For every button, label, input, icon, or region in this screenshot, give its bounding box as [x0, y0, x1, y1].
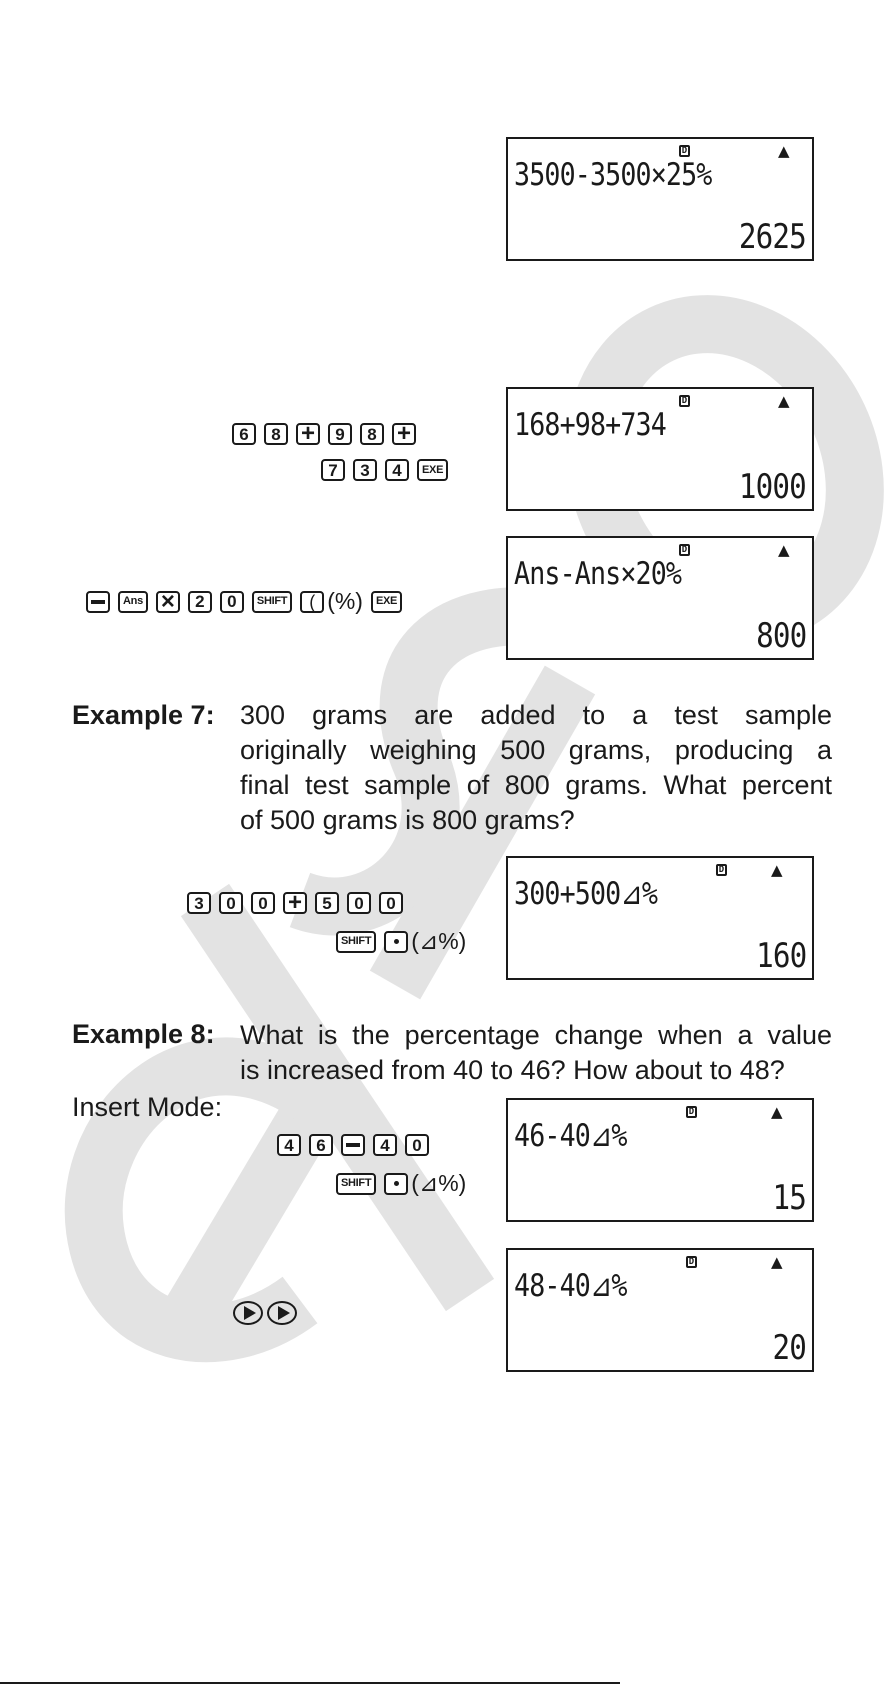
key-minus[interactable] — [86, 591, 110, 613]
example-7-label: Example 7: — [72, 700, 215, 730]
key-plus[interactable]: + — [392, 423, 416, 445]
delta-percent-label: (⊿%) — [411, 1170, 467, 1196]
up-arrow-indicator: ▲ — [778, 142, 790, 160]
key-sequence-3b — [336, 928, 466, 955]
display-expression: 300+500⊿% — [514, 876, 658, 912]
up-arrow-indicator: ▲ — [771, 1103, 783, 1121]
delta-percent-label: (⊿%) — [411, 928, 467, 954]
key-open-paren[interactable]: ( — [300, 591, 324, 613]
example-7-line: originally weighing 500 grams, producing a — [240, 735, 832, 765]
key-ans[interactable]: Ans — [118, 591, 148, 613]
display-expression: 168+98+734 — [514, 407, 666, 443]
key-sequence-1b — [321, 459, 448, 481]
right-arrow-icon — [244, 1306, 256, 1320]
key-8[interactable]: 8 — [360, 423, 384, 445]
d-indicator: D — [716, 864, 727, 876]
lcd-display-5 — [506, 1098, 814, 1222]
lcd-display-2 — [506, 387, 814, 511]
display-result: 1000 — [739, 467, 806, 507]
key-shift[interactable]: SHIFT — [252, 591, 292, 613]
up-arrow-indicator: ▲ — [778, 392, 790, 410]
key-4[interactable]: 4 — [385, 459, 409, 481]
example-7-line: of 500 grams is 800 grams? — [240, 805, 575, 835]
d-indicator: D — [686, 1106, 697, 1118]
lcd-display-1 — [506, 137, 814, 261]
key-0[interactable]: 0 — [379, 892, 403, 914]
key-4[interactable]: 4 — [373, 1134, 397, 1156]
key-0[interactable]: 0 — [219, 892, 243, 914]
up-arrow-indicator: ▲ — [771, 861, 783, 879]
key-sequence-1a — [232, 420, 416, 447]
key-0[interactable]: 0 — [251, 892, 275, 914]
up-arrow-indicator: ▲ — [771, 1253, 783, 1271]
key-sequence-2 — [86, 588, 402, 615]
insert-mode-label: Insert Mode: — [72, 1092, 223, 1122]
minus-icon — [91, 600, 105, 604]
key-3[interactable]: 3 — [353, 459, 377, 481]
lcd-display-4 — [506, 856, 814, 980]
example-7-text — [240, 698, 832, 838]
d-indicator: D — [679, 145, 690, 157]
display-result: 2625 — [739, 217, 806, 257]
d-indicator: D — [679, 395, 690, 407]
example-8-label: Example 8: — [72, 1019, 215, 1049]
key-sequence-4b — [336, 1170, 466, 1197]
display-expression: 46-40⊿% — [514, 1118, 627, 1154]
example-8-line: What is the percentage change when a value — [240, 1020, 832, 1050]
lcd-display-6 — [506, 1248, 814, 1372]
display-expression: 3500-3500×25% — [514, 157, 712, 193]
dot-icon — [394, 939, 399, 944]
paren-percent-group — [300, 588, 363, 615]
d-indicator: D — [679, 544, 690, 556]
key-shift[interactable]: SHIFT — [336, 1173, 376, 1195]
display-expression: 48-40⊿% — [514, 1268, 627, 1304]
example-8-text — [240, 1018, 832, 1088]
key-minus[interactable] — [341, 1134, 365, 1156]
key-decimal-point[interactable] — [384, 931, 408, 953]
key-sequence-4a — [277, 1134, 429, 1156]
key-3[interactable]: 3 — [187, 892, 211, 914]
lcd-display-3 — [506, 536, 814, 660]
key-0[interactable]: 0 — [220, 591, 244, 613]
key-exe[interactable]: EXE — [371, 591, 402, 613]
key-decimal-point[interactable] — [384, 1173, 408, 1195]
d-indicator: D — [686, 1256, 697, 1268]
key-sequence-3a — [187, 889, 403, 916]
key-9[interactable]: 9 — [328, 423, 352, 445]
example-7-line: final test sample of 800 grams. What percent — [240, 770, 832, 800]
key-multiply[interactable]: × — [156, 591, 180, 613]
dot-percent-group — [384, 1170, 466, 1197]
bottom-rule — [0, 1682, 620, 1684]
right-arrow-icon — [278, 1306, 290, 1320]
example-8-line: is increased from 40 to 46? How about to 48? — [240, 1055, 785, 1085]
key-plus[interactable]: + — [283, 892, 307, 914]
display-expression: Ans-Ans×20% — [514, 556, 682, 592]
key-6[interactable]: 6 — [309, 1134, 333, 1156]
dot-icon — [394, 1181, 399, 1186]
display-result: 160 — [755, 936, 806, 976]
key-8[interactable]: 8 — [264, 423, 288, 445]
percent-label: (%) — [327, 588, 363, 614]
key-5[interactable]: 5 — [315, 892, 339, 914]
key-exe[interactable]: EXE — [417, 459, 448, 481]
key-0[interactable]: 0 — [405, 1134, 429, 1156]
example-7-line: 300 grams are added to a test sample — [240, 700, 832, 730]
up-arrow-indicator: ▲ — [778, 541, 790, 559]
key-6[interactable]: 6 — [232, 423, 256, 445]
key-right-arrow[interactable] — [267, 1301, 297, 1325]
display-result: 15 — [772, 1178, 806, 1218]
key-plus[interactable]: + — [296, 423, 320, 445]
key-0[interactable]: 0 — [347, 892, 371, 914]
key-shift[interactable]: SHIFT — [336, 931, 376, 953]
dot-percent-group — [384, 928, 466, 955]
key-4[interactable]: 4 — [277, 1134, 301, 1156]
key-7[interactable]: 7 — [321, 459, 345, 481]
key-right-arrow[interactable] — [233, 1301, 263, 1325]
key-2[interactable]: 2 — [188, 591, 212, 613]
minus-icon — [346, 1143, 360, 1147]
display-result: 20 — [772, 1328, 806, 1368]
key-sequence-5 — [233, 1301, 297, 1325]
display-result: 800 — [755, 616, 806, 656]
